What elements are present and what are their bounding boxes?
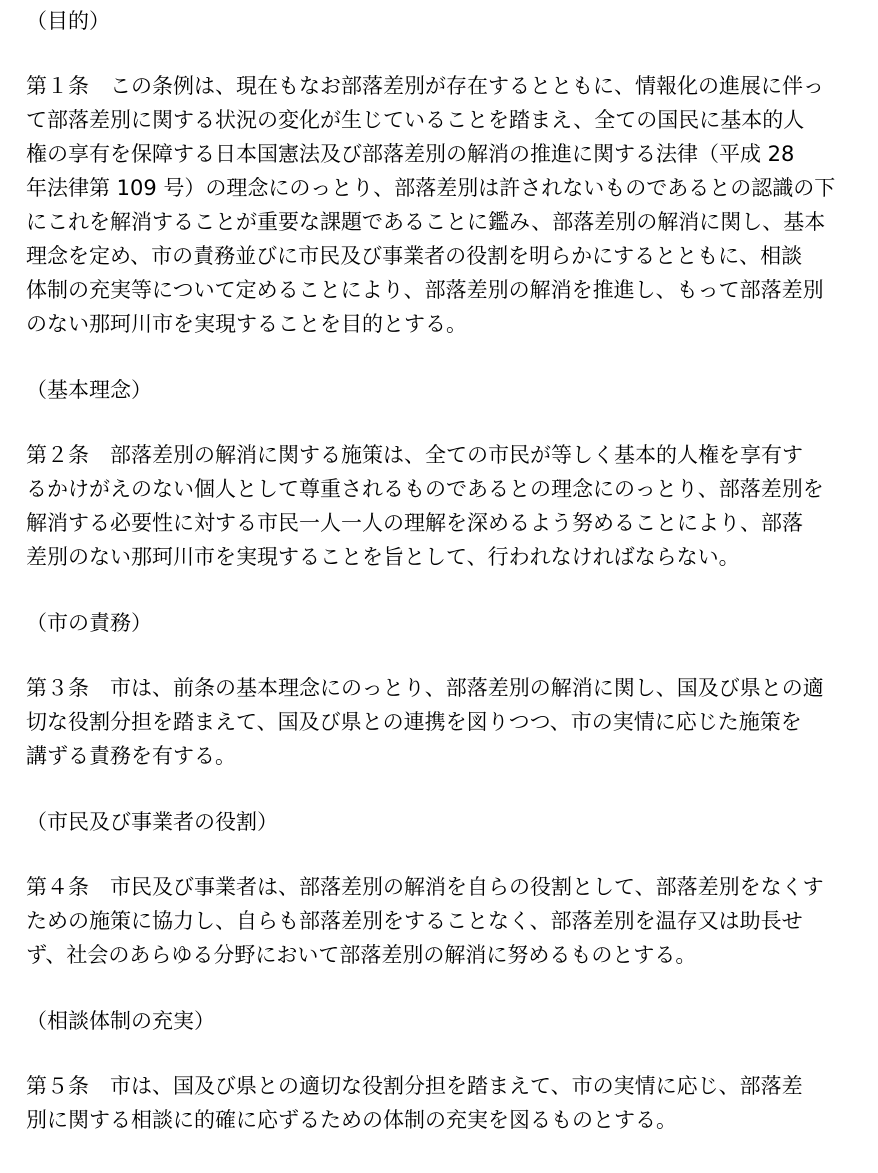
article-heading: （基本理念） — [26, 378, 152, 402]
article-line: 体制の充実等について定めることにより、部落差別の解消を推進し、もって部落差別 — [26, 278, 824, 302]
article-line: 差別のない那珂川市を実現することを旨として、行われなければならない。 — [26, 545, 740, 569]
article-line: 年法律第 109 号）の理念にのっとり、部落差別は許されないものであるとの認識の下 — [26, 176, 836, 200]
article-line: ための施策に協力し、自らも部落差別をすることなく、部落差別を温存又は助長せ — [26, 909, 803, 933]
article-heading: （市民及び事業者の役割） — [26, 810, 278, 834]
article-1 — [26, 4, 866, 373]
article-line: 第２条 部落差別の解消に関する施策は、全ての市民が等しく基本的人権を享有す — [26, 443, 803, 467]
article-line: 第４条 市民及び事業者は、部落差別の解消を自らの役割として、部落差別をなくす — [26, 875, 824, 899]
article-line: 切な役割分担を踏まえて、国及び県との連携を図りつつ、市の実情に応じた施策を — [26, 710, 802, 734]
document-page — [26, 4, 866, 1137]
article-line: 第５条 市は、国及び県との適切な役割分担を踏まえて、市の実情に応じ、部落差 — [26, 1074, 803, 1098]
article-line: にこれを解消することが重要な課題であることに鑑み、部落差別の解消に関し、基本 — [26, 210, 826, 234]
article-2 — [26, 373, 866, 606]
article-4 — [26, 805, 866, 1004]
article-body — [26, 69, 866, 341]
article-line: 権の享有を保障する日本国憲法及び部落差別の解消の推進に関する法律（平成 28 — [26, 142, 795, 166]
article-body — [26, 671, 866, 773]
article-body — [26, 438, 866, 574]
article-line: 講ずる責務を有する。 — [26, 744, 236, 768]
article-line: のない那珂川市を実現することを目的とする。 — [26, 312, 467, 336]
article-line: 解消する必要性に対する市民一人一人の理解を深めるよう努めることにより、部落 — [26, 511, 803, 535]
article-body — [26, 870, 866, 972]
article-line: 理念を定め、市の責務並びに市民及び事業者の役割を明らかにするとともに、相談 — [26, 244, 803, 268]
article-5 — [26, 1004, 866, 1137]
article-3 — [26, 606, 866, 805]
article-line: るかけがえのない個人として尊重されるものであるとの理念にのっとり、部落差別を — [26, 477, 824, 501]
article-line: 第１条 この条例は、現在もなお部落差別が存在するとともに、情報化の進展に伴っ — [26, 74, 824, 98]
article-heading: （市の責務） — [26, 611, 152, 635]
article-heading: （相談体制の充実） — [26, 1009, 215, 1033]
article-line: 別に関する相談に的確に応ずるための体制の充実を図るものとする。 — [26, 1108, 677, 1132]
article-body — [26, 1069, 866, 1137]
article-heading: （目的） — [26, 9, 110, 33]
article-line: て部落差別に関する状況の変化が生じていることを踏まえ、全ての国民に基本的人 — [26, 108, 805, 132]
article-line: 第３条 市は、前条の基本理念にのっとり、部落差別の解消に関し、国及び県との適 — [26, 676, 824, 700]
article-line: ず、社会のあらゆる分野において部落差別の解消に努めるものとする。 — [26, 943, 697, 967]
